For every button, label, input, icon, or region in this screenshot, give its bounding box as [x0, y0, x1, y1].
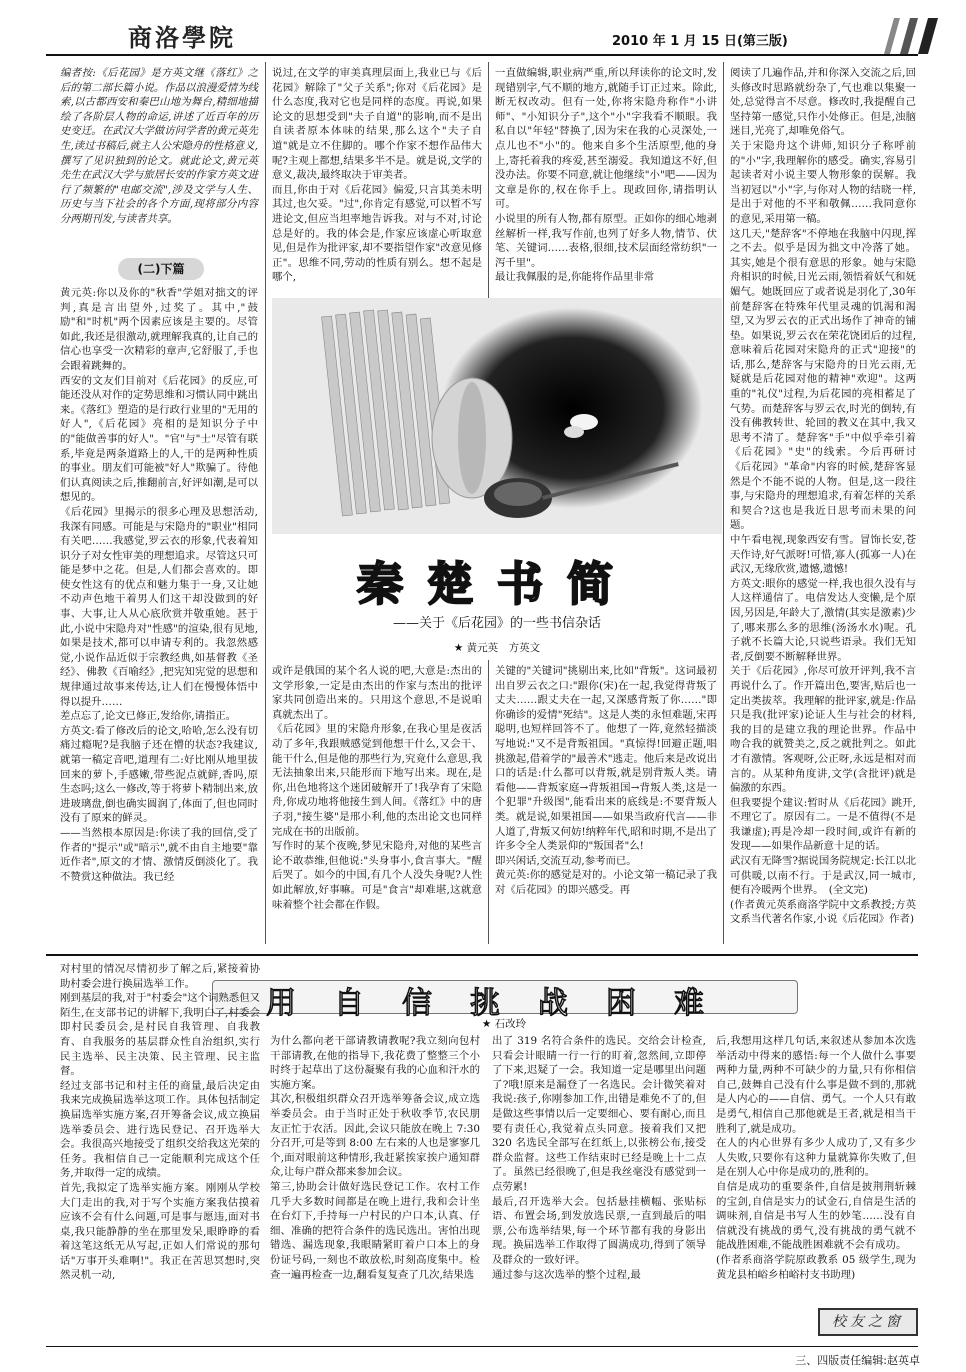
footer-rule [46, 1346, 918, 1347]
column-rule [265, 300, 266, 944]
header-stripes-decoration [876, 18, 946, 54]
article2-column-4: 后,我想用这样几句话,来叙述从参加本次选举活动中得来的感悟:每一个人做什么事要两种力量,两种不可缺少的力量,只有你相信自己,鼓舞自己没有什么事是做不到的,那就是人内心的——自信、勇气。一个人只有敢是勇气,相信自己那他就是王者,就是相当干胜利了,就是成功。 在人的内心世界有多少人成功了,又有多少人失败,只要你有这种力量就算你失败了,但是在别人心中你是成功的,胜利的。 自信是成功的重要条件,自信是披荆荆斩棘的宝剑,自信是实力的试金石,自信是生活的调味剂,自信是书写人生的妙笔……没有自信就没有挑战的勇气,没有挑战的勇气就不能战胜困难,不能战胜困难就不会有成功。 (作者系商洛学院原政教系 05 级学生,现为黄龙县柏峪乡柏峪村支书助理) [716, 1035, 916, 1281]
article1-column-3-top: 一直做编辑,职业病严重,所以拜读你的论文时,发现错别字,气不顺的地方,就随手订正过来。除此,断无权改动。但有一处,你将宋隐舟称作"小讲师"、"小知识分子",这个"小"字我看不顺眼。我私自以"年轻"替换了,因为宋在我的心灵深处,一点儿也不"小"的。他来自多个生活原型,他的身上,寄托着我的疼爱,甚至溺爱。我知道这不好,但没办法。你要不同意,就让他继续"小"吧——因为文章是你的,权在你手上。现政回你,请指明认可。 小说里的所有人物,都有原型。正如你的细心地剥丝解析一样,我写作前,也列了好多人物,情节、伏笔、关键词……表格,很细,技术层面经常纺织"一泻千里"。 最让我佩服的是,你能将作品里非常 [495, 67, 717, 284]
column-rule [723, 62, 724, 944]
article-title: 秦楚书简 [357, 557, 637, 611]
alumni-window-stamp: 校友之窗 [818, 1308, 918, 1336]
responsible-editor: 三、四版责任编辑:赵英卓 [795, 1354, 920, 1367]
article2-column-1: 对村里的情况尽情初步了解之后,紧接着协助村委会进行换届选举工作。 刚到基层的我,对于"村委会"这个词熟悉但又陌生,在支部书记的讲解下,我明白了,村委会即村民委员会,是村民自我管理、自我教育、自我服务的基层群众性自治组织,实行民主选举、民主决策、民主管理、民主监督。 经过支部书记和村主任的商量,最后决定由我来完成换届选举这项工作。具体包括制定换届选举实施方案,召开筹备会议,成立换届选举委员会、进行选民登记、召开选举大会。我很高兴地接受了组织交给我这光荣的任务。我相信自己一定能顺利完成这个任务,并取得一定的成绩。 首先,我拟定了选举实施方案。刚刚从学校大门走出的我,对于写个实施方案我估摸着应该不会有什么问题,可是事与愿违,面对书桌,我只能静静的坐在那里发呆,眼睁睁的看着这笔这纸无从写起,正如人们常说的那句话"万事开头难啊!"。我正在苦思冥想时,突然灵机一动, [60, 963, 260, 1282]
article-subtitle: ——关于《后花园》的一些书信杂话 [392, 616, 601, 631]
section-badge: (二)下篇 [118, 258, 204, 280]
article2-column-4-lead [812, 962, 916, 1034]
article2-column-2: 为什么都向老干部请教请教呢?我立刻向包村干部请教,在他的指导下,我花费了整整三个小时终于起草出了这份凝聚有我的心血和汗水的实施方案。 其次,积极组织群众召开选举筹备会议,成立选举委员会。由于当时正处于秋收季节,农民朋友正忙于农活。因此,会议只能放在晚上 7:30 分召开,可是等到 8:00 左右来的人也是寥寥几个,面对眼前这种情形,我赶紧挨家挨户通知群众,让每户群众都来参加会议。 第三,协助会计做好选民登记工作。农村工作几乎大多数时间都是在晚上进行,我和会计坐在台灯下,手持每一户村民的户口本,认真、仔细、准确的把符合条件的选民选出。害怕出现错选、漏选现象,我眼睛紧盯着户口本上的身份证号码,一刻也不敢放松,时刻高度集中。检查一遍再检查一边,翻看复复查了几次,结果选 [270, 1035, 480, 1281]
article1-column-2-top: 说过,在文学的审美真理层面上,我业已与《后花园》解除了"父子关系";你对《后花园》是什么态度,我对它也是同样的态度。再说,如果论文的思想受到"夫子自道"的影响,而不是出自读者原本体味的结果,那么这个"夫子自道"就是立不住脚的。哪个作家不想作品伟大呢?主观上都想,结果多半不是。就是说,文学的意义,裁决,最终取决于审美者。 而且,你由于对《后花园》偏爱,只言其美未明其过,也欠妥。"过",你肯定有感觉,可以暂不写进论文,但应当坦率地告诉我。对与不对,讨论总是好的。我的体会是,作家应该虚心听取意见,但是作为批评家,却不要指望作家"改意见修正"。思维不同,劳动的性质有别么。想不起是哪个, [272, 67, 482, 284]
article1-column-3-bottom: 关键的"关键词"挑剔出来,比如"背叛"。这词最初出自罗云衣之口:"跟你(宋)在一起,我觉得背叛了丈夫……跟丈夫在一起,又深感背叛了你……"即你确诊的爱情"死结"。这是人类的永恒难题,宋再聪明,也短样回答不了。他想了一阵,竟然轻描淡写地说:"又不是背叛祖国。"真惊得!回避正题,唱挑激起,借着学的"最善术"逃走。他后来是改说出口的话是:什么都可以背叛,就是别背叛人类。请看他——背叛家庭→背叛祖国→背叛人类,这是一个犯罪"升级图",能看出来的底线是:不要背叛人类。就是说,如果祖国——如果当政府代言——非人道了,背叛又何妨!纳粹年代,昭和时期,不是出了许多令全人类景仰的"叛国者"么! 即兴闲话,交流互动,参考而已。 黄元英:你的感觉是对的。小论文第一稿记录了我对《后花园》的即兴感受。再 [495, 665, 717, 896]
bamboo-slips-photo [272, 298, 722, 534]
article2-title: 用自信挑战困难 [266, 986, 742, 1021]
article1-column-1: 黄元英:你以及你的"秋香"学姐对拙文的评判,真是言出望外,过奖了。其中,"鼓励"和"时机"两个因素应该是主要的。尽管如此,我还是很激动,就理解我真的,让自己的信心也享受一次精彩的章声,它舒服了,手也会跟着跳舞的。 西安的文友们目前对《后花园》的反应,可能还没从对作的定势思维和习惯认同中跳出来。《落红》塑造的是行政行业里的"无用的好人",《后花园》亮相的是知识分子中的"能做善事的好人"。"官"与"士"尽管有联系,毕竟是两条道路上的人,干的是两种性质的事业。朋友们可能被"好人"欺骗了。待他们认真阅读之后,推翻前言,好评如潮,是可以想见的。 《后花园》里揭示的很多心理及思想活动,我深有同感。可能是与宋隐舟的"职业"相同有关吧……我感觉,罗云衣的形象,代表着知识分子对女性审美的理想追求。尽管这只可能是梦中之花。但是,人们都会喜欢的。即使女性这有的优点和魅力集于一身,又让她不动声色地干着男人们这干却没做到的好事、大事,让人从心底欣赏并敬重她。甚于此,小说中宋隐舟对"性感"的渲染,很有见地,如果是技术,都可以申请专利的。我忽然感觉,小说作品近似于宗教经典,如基督教《圣经》、佛教《百喻经》,把宪知宪觉的思想和规律通过故事来传达,让人们在慢慢体悟中得以提升…… 差点忘了,论文已修正,发给你,请指正。 方英文:看了修改后的论文,哈哈,怎么没有切痛过瘾呢?是我脑子还在懵的状态?我建议,就第一稿定音吧,道理有二:好比刚从地里拔回来的萝卜,手感嫩,带些泥点就鲜,香吗,原生态吗;这么一修改,等于将萝卜精制出来,放进玻璃盘,倒也确实圆润了,体面了,但也同时没有了原来的鲜灵。 ——当然根本原因是:你读了我的回信,受了作者的"提示"或"暗示",就不由自主地要"靠近作者",原文的才情、激情反倒淡化了。我不赞赏这种做法。我已经 [60, 287, 258, 883]
column-rule [265, 62, 266, 300]
date-edition: 2010 年 1 月 15 日(第三版) [612, 34, 788, 49]
article2-column-1-body [60, 962, 260, 1346]
editor-note: 编者按:《后花园》是方英文继《落红》之后的第二部长篇小说。作品以浪漫爱情为线索,以古都西安和秦巴山地为舞台,精细地描绘了各阶层人物的命运,讲述了近百年的历史变迁。在武汉大学做访问学者的黄元英先生,读过书稿后,就主人公宋隐舟的性格意义,撰写了见识独到的论文。就此论文,黄元英先生在武汉大学与旅居长安的作家方英文进行了频繁的"电邮交流",涉及文学与人生、历史与当下社会的各个方面,现将部分内容分两期刊发,与读者共享。 [60, 67, 258, 225]
article2-column-3: 出了 319 名符合条件的选民。交给会计检查,只看会计眼睛一行一行的盯着,忽然间,立即停了下来,迟疑了一会。我知道一定是哪里出问题了?哦!原来是漏登了一名选民。会计微笑着对我说:孩子,你刚参加工作,出错是难免不了的,但是做这些事情以后一定要细心、要有耐心,而且要有责任心,我觉着点头同意。接着我们又把 320 名选民全部写在红纸上,以张榜公布,接受群众监督。这些工作结束时已经是晚上十二点了。虽然已经很晚了,但是我丝毫没有感觉到一点劳累! 最后,召开选举大会。包括悬挂横幅、张贴标语、布置会场,到发放选民票,一直到最后的唱票,公布选举结果,每一个环节都有我的身影出现。换届选举工作取得了圆满成功,得到了领导及群众的一致好评。 通过参与这次选举的整个过程,最 [492, 1035, 706, 1281]
column-rule [488, 62, 489, 300]
masthead-name: 商洛學院 [128, 23, 236, 52]
column-rule [488, 660, 489, 944]
article2-byline: ★ 石改玲 [481, 1018, 527, 1030]
article1-column-4: 阅读了几遍作品,并和你深入交流之后,回头修改时思路就纷杂了,气也难以集聚一处,总觉得言不尽意。修改时,我提醒自己坚持第一感觉,只作小处修正。但是,浊脑迷目,光亮了,却唯免俗气。 关于宋隐舟这个讲师,知识分子称呼前的"小"字,我理解你的感受。确实,容易引起读者对小说主要人物形象的误解。我当初冠以"小"字,与你对人物的结晓一样,是出于对他的不平和敬佩……我同意你的意见,采用第一稿。 这几天,"楚辞客"不停地在我脑中闪现,挥之不去。似乎是因为拙文中冷落了她。其实,她是个很有意思的形象。她与宋隐舟相识的时候,日光云雨,领悟着妖气和妩媚气。她既回应了或者说是羽化了,30年前楚辞客在特殊年代里灵魂的饥渴和渴望,又为罗云衣的正式出场作了神奇的铺垫。如果说,罗云衣在荣花饶团后的过程,意味着后花园对宋隐舟的正式"迎接"的话,那么,楚辞客与宋隐舟的日光云雨,无疑就是后花园对他的精神"欢迎"。这两重的"礼仪"过程,为后花园的亮相蓄足了气势。而楚辞客与罗云衣,时光的倒转,有没有佛教转世、轮回的教义在其中,我又思考不清了。楚辞客"手"中似乎牵引着《后花园》"史"的线索。今后再研讨《后花园》"革命"内容的时候,楚辞客显然是个不能不说的人物。但是,这一段往事,与宋隐舟的理想追求,有着怎样的关系和契合?这也是我近日思考而未果的问题。 中午看电视,现象西安有雪。冒饰长安,苍天作诗,好气派呀!可惜,寡人(孤寡一人)在武汉,无缘欣赏,遗憾,遗憾! 方英文:眼你的感觉一样,我也很久没有与人这样通信了。电信发达人变懒,是个原因,另因是,年龄大了,激情(其实是激素)少了,哪来那么多的思维(汤汤水水)呢。孔子就不长篇大论,只说些语录。我们无知者,反倒要不断解释世界。 关于《后花园》,你尽可放开评判,我不言再说什么了。作开篇出色,要害,贴后也一定出类拔萃。我理解的批评家,就是:作品只是我(批评家)论证人生与社会的材料,我的目的是建立我的理论世界。作品中吻合我的就赞美之,反之就批判之。如此才有激情。客观呀,公正呀,永远是相对而言的。从某种角度讲,文学(含批评)就是偏激的东西。 但我要提个建议:暂时从《后花园》跳开,不理它了。原因有二。一是不值得(不是我谦虚);再是冷却一段时间,或许有新的发现——如果作品新意十足的话。 武汉有无降雪?据说国务院规定:长江以北可供暖,以南不行。于是武汉,同一城市,便有冷暖两个世界。 (全文完) (作者黄元英系商洛学院中文系教授;方英文系当代著名作家,小说《后花园》作者) [730, 67, 916, 926]
article-byline: ★ 黄元英 方英文 [453, 642, 541, 654]
article1-column-2-bottom: 或许是俄国的某个名人说的吧,大意是:杰出的文学形象,一定是由杰出的作家与杰出的批评家共同创造出来的。只用这个意思,不是说咱真就杰出了。 《后花园》里的宋隐舟形象,在我心里是夜活动了多年,我跟贼感觉到他想干什么,又会干、能干什么,但是他的那些行为,究竟什么意思,我无法抽象出来,只能形而下地写出来。现在,是你,出色地将这个迷团破解开了!我孕育了宋隐舟,你成功地将他接生到人间。《落红》中的唐子羽,"接生婆"是邢小利,他的杰出论文也同样完成在书的出版前。 写作时的某个夜晚,梦见宋隐舟,对他的某些言论不敢恭维,但他说:"头身事小,食言事大。"醒后哭了。如今的中国,有几个人没失身呢?人性如此解放,好事嘛。可是"食言"却难堪,这就意味着整个社会都在作假。 [272, 665, 482, 911]
header-rule [46, 54, 918, 56]
section-rule [46, 954, 918, 956]
